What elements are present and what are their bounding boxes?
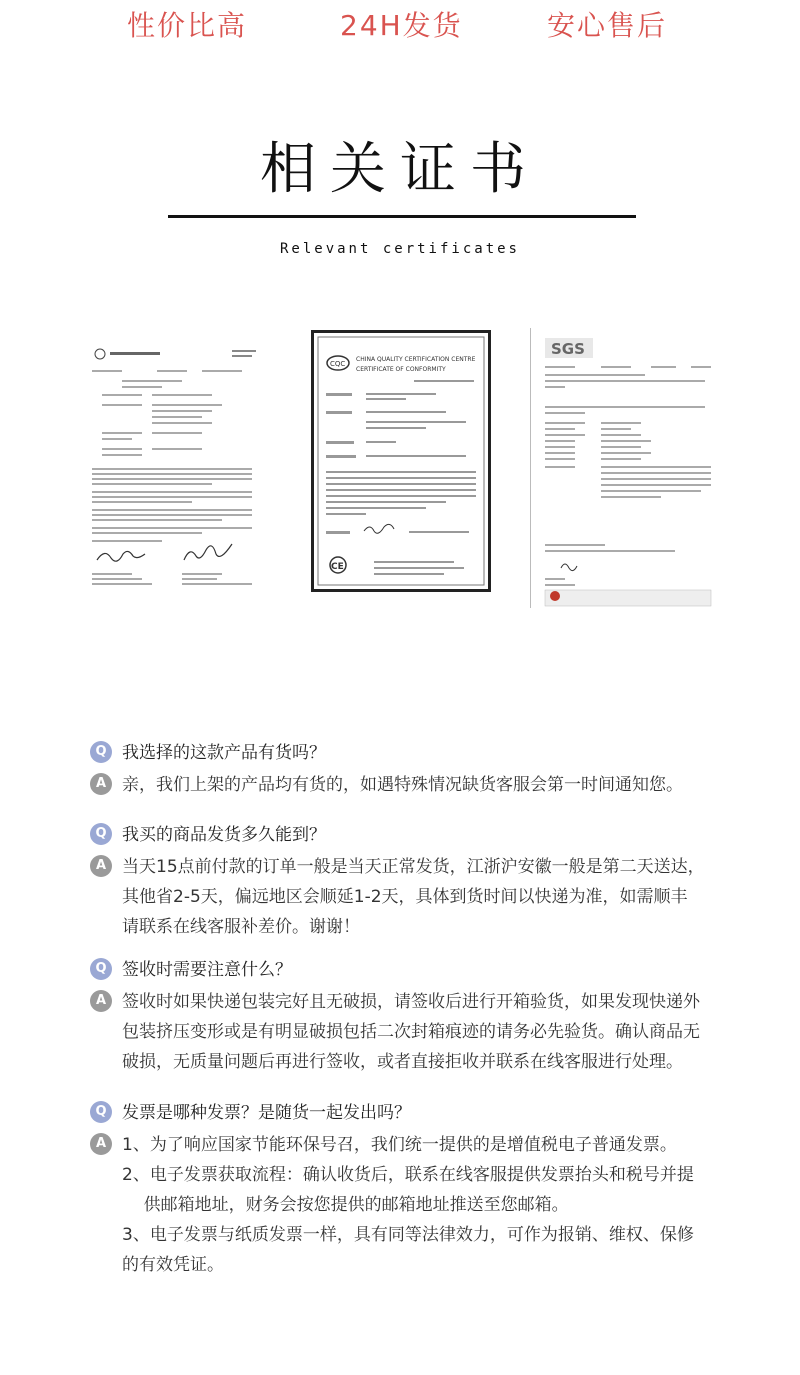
banner-item-value: 性价比高: [127, 9, 248, 42]
answer-line: 破损，无质量问题后再进行签收，或者直接拒收并联系在线客服进行处理。: [122, 1052, 683, 1072]
faq-question: [90, 1098, 730, 1128]
faq-answer: [90, 987, 730, 1017]
answer-line: 其他省2-5天，偏远地区会顺延1-2天，具体到货时间以快递为准，如需顺丰: [122, 887, 688, 907]
svg-text:CQC: CQC: [330, 360, 346, 368]
faq-answer: [90, 852, 730, 882]
faq-answer: [90, 770, 730, 800]
certificate-image-ccc: [311, 330, 491, 592]
certificate-image-sgs: [530, 328, 721, 608]
faq-question: [90, 955, 730, 985]
banner-item-aftersales: 安心售后: [547, 9, 668, 42]
banner-item-shipping: 24H发货: [340, 9, 463, 42]
faq-answer-cont: [90, 1190, 730, 1220]
section-subtitle: Relevant certificates: [279, 241, 520, 257]
sgs-certificate-graphic: [531, 328, 721, 608]
faq-answer-cont: [90, 882, 730, 912]
faq-answer: [90, 1130, 730, 1160]
question-text: 发票是哪种发票？是随货一起发出吗？: [122, 1103, 411, 1123]
answer-line: 亲，我们上架的产品均有货的，如遇特殊情况缺货客服会第一时间通知您。: [122, 775, 683, 795]
q-badge-icon: Q: [90, 741, 112, 763]
answer-line: 请联系在线客服补差价。谢谢！: [122, 917, 360, 937]
faq-answer-cont: [90, 1220, 730, 1250]
question-text: 我选择的这款产品有货吗？: [122, 743, 326, 763]
top-banner: [0, 0, 800, 52]
answer-line: 签收时如果快递包装完好且无破损，请签收后进行开箱验货，如果发现快递外: [122, 992, 700, 1012]
a-badge-icon: A: [90, 855, 112, 877]
faq-question: [90, 820, 730, 850]
ul-certificate-graphic: [82, 328, 272, 608]
title-divider: [168, 215, 636, 218]
ccc-certificate-graphic: [314, 333, 488, 589]
question-text: 签收时需要注意什么？: [122, 960, 292, 980]
ccc-heading: CHINA QUALITY CERTIFICATION CENTRE: [356, 356, 476, 363]
faq-item-stock: [90, 738, 730, 800]
a-badge-icon: A: [90, 990, 112, 1012]
answer-line: 2、电子发票获取流程：确认收货后，联系在线客服提供发票抬头和税号并提: [122, 1165, 694, 1185]
q-badge-icon: Q: [90, 958, 112, 980]
answer-line: 3、电子发票与纸质发票一样，具有同等法律效力，可作为报销、维权、保修: [122, 1225, 694, 1245]
faq-answer-cont: [90, 1017, 730, 1047]
svg-text:CE: CE: [331, 562, 344, 572]
ccc-subheading: CERTIFICATE OF CONFORMITY: [356, 366, 446, 373]
q-badge-icon: Q: [90, 1101, 112, 1123]
a-badge-icon: A: [90, 773, 112, 795]
faq-item-shipping: [90, 820, 730, 942]
answer-line: 的有效凭证。: [122, 1255, 224, 1275]
faq-item-signing: [90, 955, 730, 1077]
certificate-image-ul: [82, 328, 272, 608]
answer-line: 当天15点前付款的订单一般是当天正常发货，江浙沪安徽一般是第二天送达，: [122, 857, 705, 877]
faq-question: [90, 738, 730, 768]
answer-line: 包装挤压变形或是有明显破损包括二次封箱痕迹的请务必先验货。确认商品无: [122, 1022, 700, 1042]
faq-answer-cont: [90, 1250, 730, 1280]
answer-line: 供邮箱地址，财务会按您提供的邮箱地址推送至您邮箱。: [122, 1195, 569, 1215]
sgs-logo-text: SGS: [551, 340, 585, 358]
q-badge-icon: Q: [90, 823, 112, 845]
question-text: 我买的商品发货多久能到？: [122, 825, 326, 845]
faq-answer-cont: [90, 912, 730, 942]
faq-item-invoice: [90, 1098, 730, 1280]
a-badge-icon: A: [90, 1133, 112, 1155]
faq-answer-cont: [90, 1160, 730, 1190]
faq-answer-cont: [90, 1047, 730, 1077]
answer-line: 1、为了响应国家节能环保号召，我们统一提供的是增值税电子普通发票。: [122, 1135, 677, 1155]
section-title: 相关证书: [260, 137, 540, 202]
